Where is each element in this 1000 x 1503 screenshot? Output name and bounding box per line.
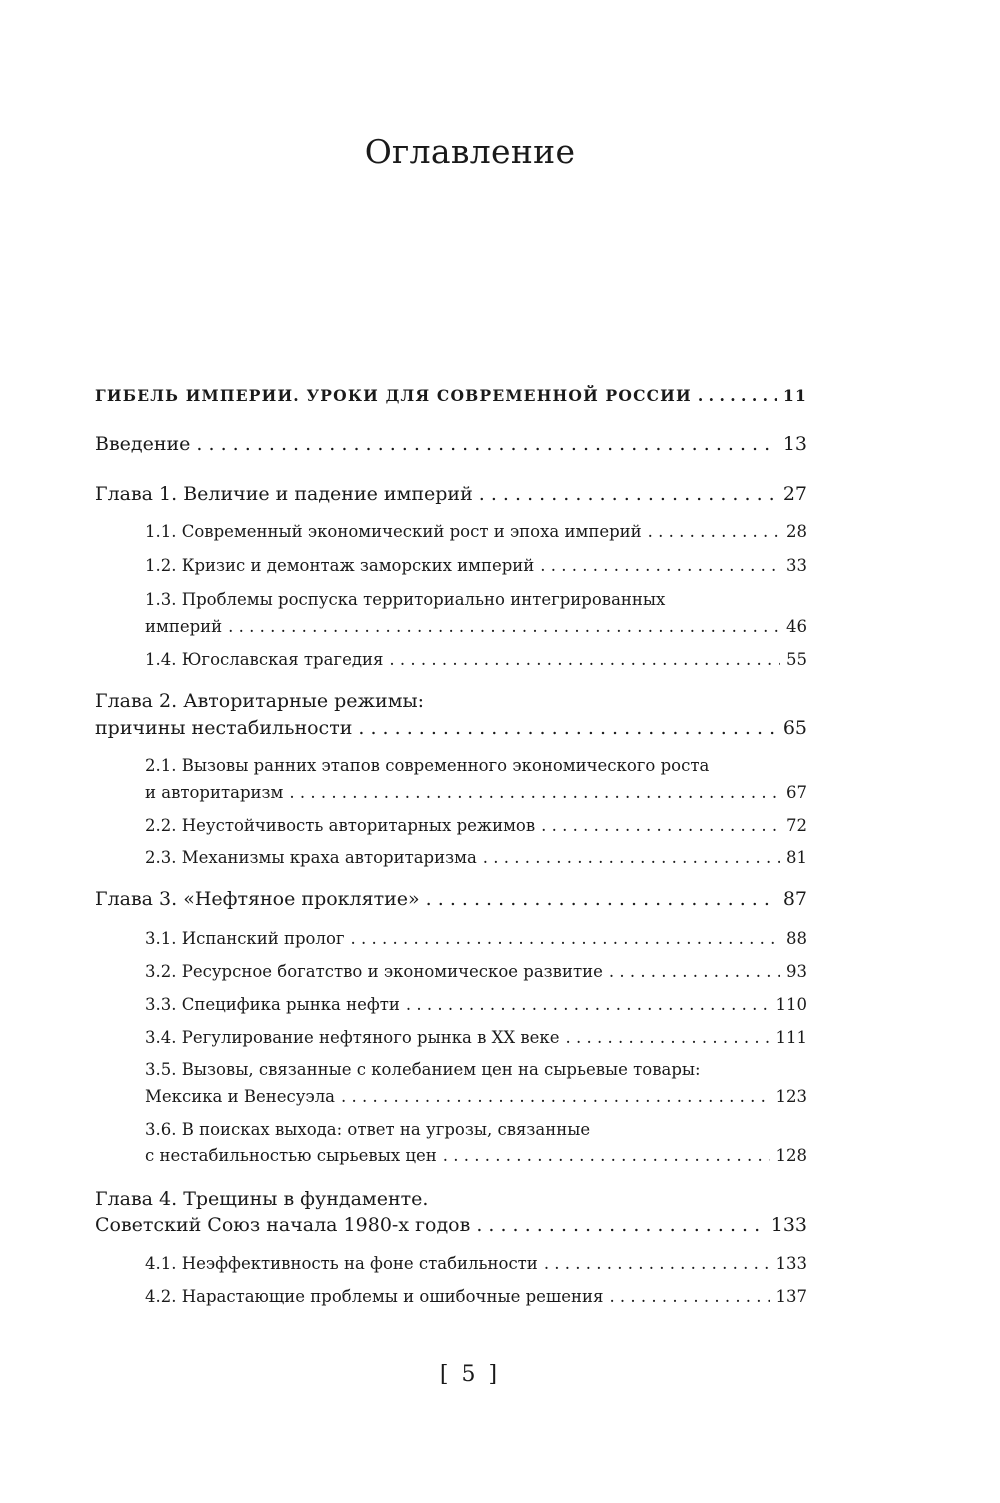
dot-leader bbox=[351, 929, 780, 948]
dot-leader bbox=[289, 783, 780, 802]
toc-entry-text: 3.2. Ресурсное богатство и экономическое развитие bbox=[145, 962, 603, 981]
toc-entry-text: и авторитаризм bbox=[145, 783, 284, 802]
toc-page-number: 28 bbox=[786, 522, 807, 541]
toc-entry-text: Введение bbox=[95, 433, 191, 455]
dot-leader bbox=[483, 848, 780, 867]
toc-page-number: 11 bbox=[783, 386, 807, 405]
toc-section bbox=[145, 962, 807, 987]
toc-section bbox=[145, 1120, 807, 1171]
toc-section bbox=[145, 650, 807, 675]
toc-section bbox=[145, 1254, 807, 1279]
dot-leader bbox=[426, 888, 777, 910]
toc-entry-text: 4.2. Нарастающие проблемы и ошибочные решения bbox=[145, 1287, 604, 1306]
dot-leader bbox=[698, 386, 777, 405]
dot-leader bbox=[341, 1087, 769, 1106]
toc-entry-text: 3.3. Специфика рынка нефти bbox=[145, 995, 400, 1014]
toc-page-number: 110 bbox=[775, 995, 807, 1014]
toc-entry-text: Глава 2. Авторитарные режимы: bbox=[95, 690, 424, 712]
dot-leader bbox=[609, 962, 780, 981]
toc-page-number: 65 bbox=[782, 717, 807, 739]
toc-entry-text: 1.2. Кризис и демонтаж заморских империй bbox=[145, 556, 535, 575]
dot-leader bbox=[566, 1028, 770, 1047]
toc-page-number: 46 bbox=[786, 617, 807, 636]
dot-leader bbox=[648, 522, 780, 541]
page-title: Оглавление bbox=[364, 132, 576, 171]
toc-entry-text: 2.2. Неустойчивость авторитарных режимов bbox=[145, 816, 536, 835]
dot-leader bbox=[544, 1254, 770, 1273]
dot-leader bbox=[541, 816, 780, 835]
toc-chapter bbox=[95, 690, 807, 745]
toc-part-heading bbox=[95, 386, 807, 405]
dot-leader bbox=[389, 650, 780, 669]
toc-entry-text: империй bbox=[145, 617, 223, 636]
toc-page-number: 67 bbox=[786, 783, 807, 802]
dot-leader bbox=[406, 995, 770, 1014]
toc-page-number: 111 bbox=[775, 1028, 807, 1047]
toc-page-number: 87 bbox=[782, 888, 807, 910]
dot-leader bbox=[476, 1214, 764, 1236]
toc-page-number: 93 bbox=[786, 962, 807, 981]
toc-section bbox=[145, 848, 807, 873]
toc-page-number: 27 bbox=[782, 483, 807, 505]
toc-entry-text: Глава 1. Величие и падение империй bbox=[95, 483, 473, 505]
toc-entry-text: 3.1. Испанский пролог bbox=[145, 929, 345, 948]
toc-entry-text: 3.4. Регулирование нефтяного рынка в XX веке bbox=[145, 1028, 560, 1047]
toc-section bbox=[145, 1287, 807, 1312]
dot-leader bbox=[609, 1287, 769, 1306]
toc-entry-text: ГИБЕЛЬ ИМПЕРИИ. УРОКИ ДЛЯ СОВРЕМЕННОЙ РОССИИ bbox=[95, 386, 692, 405]
toc-chapter bbox=[95, 1188, 807, 1242]
toc-entry-text: Глава 4. Трещины в фундаменте. bbox=[95, 1188, 429, 1210]
toc-page-number: 81 bbox=[786, 848, 807, 867]
toc-entry-text: 2.1. Вызовы ранних этапов современного экономического роста bbox=[145, 756, 710, 775]
toc-entry-text: 4.1. Неэффективность на фоне стабильности bbox=[145, 1254, 538, 1273]
toc-page-number: 123 bbox=[775, 1087, 807, 1106]
toc-section bbox=[145, 929, 807, 954]
toc-entry-text: с нестабильностью сырьевых цен bbox=[145, 1146, 437, 1165]
toc-page-number: 133 bbox=[770, 1214, 807, 1236]
dot-leader bbox=[196, 433, 776, 455]
toc-section bbox=[145, 556, 807, 581]
toc-intro bbox=[95, 433, 807, 461]
toc-page-number: 128 bbox=[775, 1146, 807, 1165]
toc-page-number: 72 bbox=[786, 816, 807, 835]
dot-leader bbox=[228, 617, 780, 636]
toc-section bbox=[145, 590, 807, 642]
dot-leader bbox=[358, 717, 776, 739]
toc-entry-text: Советский Союз начала 1980-х годов bbox=[95, 1214, 471, 1236]
page-number: [ 5 ] bbox=[439, 1362, 501, 1387]
toc-page-number: 133 bbox=[775, 1254, 807, 1273]
toc-page-number: 55 bbox=[786, 650, 807, 669]
toc-section bbox=[145, 522, 807, 547]
toc-entry-text: 1.1. Современный экономический рост и эпоха империй bbox=[145, 522, 642, 541]
toc-entry-text: Мексика и Венесуэла bbox=[145, 1087, 336, 1106]
toc-section bbox=[145, 995, 807, 1020]
toc-section bbox=[145, 816, 807, 841]
dot-leader bbox=[443, 1146, 770, 1165]
toc-entry-text: Глава 3. «Нефтяное проклятие» bbox=[95, 888, 420, 910]
toc-chapter bbox=[95, 483, 807, 511]
toc-chapter bbox=[95, 888, 807, 916]
toc-entry-text: 1.4. Югославская трагедия bbox=[145, 650, 384, 669]
toc-section bbox=[145, 1028, 807, 1053]
toc-section bbox=[145, 1060, 807, 1112]
toc-page-number: 88 bbox=[786, 929, 807, 948]
toc-entry-text: 1.3. Проблемы роспуска территориально интегрированных bbox=[145, 590, 666, 609]
toc-entry-text: причины нестабильности bbox=[95, 717, 353, 739]
toc-entry-text: 3.6. В поисках выхода: ответ на угрозы, связанные bbox=[145, 1120, 591, 1139]
toc-page-number: 13 bbox=[782, 433, 807, 455]
dot-leader bbox=[479, 483, 777, 505]
toc-entry-text: 3.5. Вызовы, связанные с колебанием цен на сырьевые товары: bbox=[145, 1060, 701, 1079]
toc-entry-text: 2.3. Механизмы краха авторитаризма bbox=[145, 848, 477, 867]
toc-page-number: 137 bbox=[775, 1287, 807, 1306]
toc-section bbox=[145, 756, 807, 808]
dot-leader bbox=[540, 556, 780, 575]
toc-page-number: 33 bbox=[786, 556, 807, 575]
